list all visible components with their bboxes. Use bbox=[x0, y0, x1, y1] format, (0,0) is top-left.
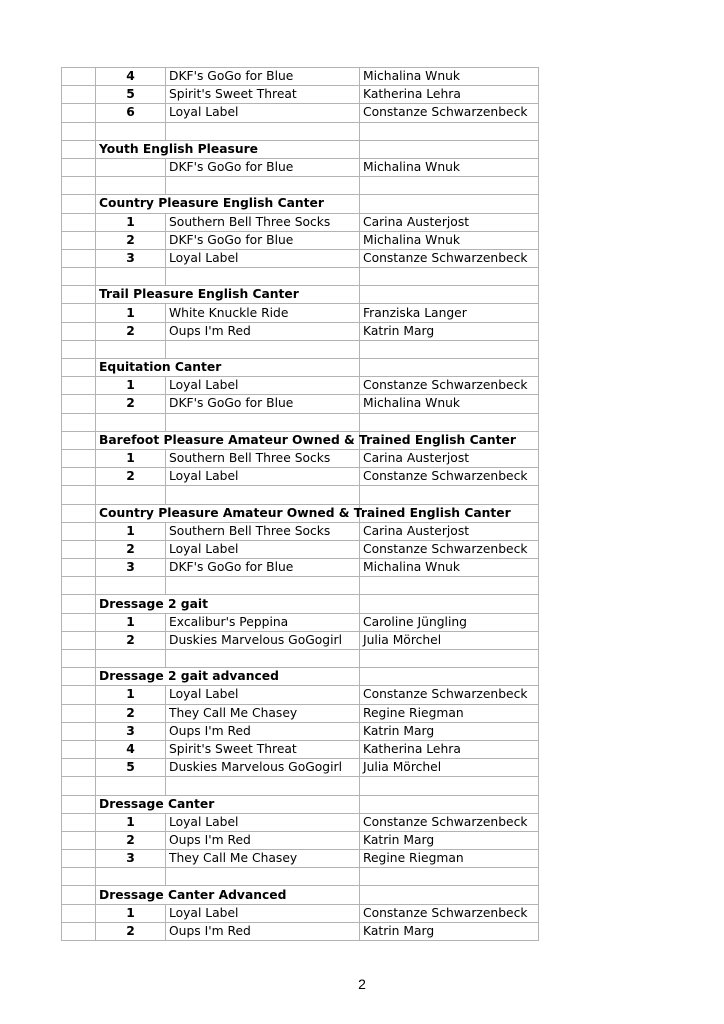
horse-name-cell: Oups I'm Red bbox=[166, 831, 360, 849]
horse-name-cell: DKF's GoGo for Blue bbox=[166, 231, 360, 249]
result-row bbox=[62, 613, 539, 631]
placing-cell: 6 bbox=[96, 104, 166, 122]
results-table bbox=[61, 67, 539, 941]
indent-cell bbox=[62, 813, 96, 831]
rider-name-cell: Julia Mörchel bbox=[360, 631, 539, 649]
indent-cell bbox=[62, 668, 96, 686]
rider-name-cell: Katrin Marg bbox=[360, 831, 539, 849]
empty-cell bbox=[96, 486, 166, 504]
indent-cell bbox=[62, 740, 96, 758]
horse-name-cell: Spirit's Sweet Threat bbox=[166, 740, 360, 758]
result-row bbox=[62, 213, 539, 231]
horse-name-cell: They Call Me Chasey bbox=[166, 704, 360, 722]
empty-cell bbox=[96, 413, 166, 431]
blank-row bbox=[62, 577, 539, 595]
class-header-row bbox=[62, 140, 539, 158]
empty-cell bbox=[96, 340, 166, 358]
class-title: Youth English Pleasure bbox=[96, 140, 360, 158]
rider-name-cell: Carina Austerjost bbox=[360, 449, 539, 467]
rider-name-cell: Constanze Schwarzenbeck bbox=[360, 468, 539, 486]
indent-cell bbox=[62, 377, 96, 395]
empty-cell bbox=[96, 777, 166, 795]
empty-cell bbox=[166, 340, 360, 358]
indent-cell bbox=[62, 340, 96, 358]
rider-name-cell: Katherina Lehra bbox=[360, 740, 539, 758]
empty-cell bbox=[360, 668, 539, 686]
indent-cell bbox=[62, 540, 96, 558]
empty-cell bbox=[360, 413, 539, 431]
indent-cell bbox=[62, 722, 96, 740]
indent-cell bbox=[62, 868, 96, 886]
result-row bbox=[62, 522, 539, 540]
horse-name-cell: DKF's GoGo for Blue bbox=[166, 395, 360, 413]
result-row bbox=[62, 850, 539, 868]
blank-row bbox=[62, 486, 539, 504]
result-row bbox=[62, 540, 539, 558]
horse-name-cell: Excalibur's Peppina bbox=[166, 613, 360, 631]
horse-name-cell: DKF's GoGo for Blue bbox=[166, 158, 360, 176]
rider-name-cell: Constanze Schwarzenbeck bbox=[360, 813, 539, 831]
rider-name-cell: Julia Mörchel bbox=[360, 759, 539, 777]
class-header-row bbox=[62, 504, 539, 522]
indent-cell bbox=[62, 104, 96, 122]
result-row bbox=[62, 304, 539, 322]
indent-cell bbox=[62, 759, 96, 777]
rider-name-cell: Constanze Schwarzenbeck bbox=[360, 249, 539, 267]
class-header-row bbox=[62, 886, 539, 904]
horse-name-cell: Loyal Label bbox=[166, 249, 360, 267]
empty-cell bbox=[166, 777, 360, 795]
indent-cell bbox=[62, 140, 96, 158]
placing-cell: 3 bbox=[96, 722, 166, 740]
rider-name-cell: Constanze Schwarzenbeck bbox=[360, 540, 539, 558]
result-row bbox=[62, 449, 539, 467]
result-row bbox=[62, 86, 539, 104]
indent-cell bbox=[62, 359, 96, 377]
indent-cell bbox=[62, 395, 96, 413]
class-title: Equitation Canter bbox=[96, 359, 360, 377]
class-header-row bbox=[62, 286, 539, 304]
horse-name-cell: White Knuckle Ride bbox=[166, 304, 360, 322]
indent-cell bbox=[62, 886, 96, 904]
placing-cell bbox=[96, 158, 166, 176]
indent-cell bbox=[62, 777, 96, 795]
horse-name-cell: Oups I'm Red bbox=[166, 322, 360, 340]
indent-cell bbox=[62, 286, 96, 304]
indent-cell bbox=[62, 686, 96, 704]
horse-name-cell: Loyal Label bbox=[166, 377, 360, 395]
indent-cell bbox=[62, 231, 96, 249]
empty-cell bbox=[96, 268, 166, 286]
class-header-row bbox=[62, 795, 539, 813]
indent-cell bbox=[62, 577, 96, 595]
indent-cell bbox=[62, 831, 96, 849]
placing-cell: 2 bbox=[96, 922, 166, 940]
result-row bbox=[62, 813, 539, 831]
empty-cell bbox=[166, 177, 360, 195]
empty-cell bbox=[96, 577, 166, 595]
placing-cell: 1 bbox=[96, 813, 166, 831]
indent-cell bbox=[62, 195, 96, 213]
rider-name-cell: Regine Riegman bbox=[360, 850, 539, 868]
rider-name-cell: Katherina Lehra bbox=[360, 86, 539, 104]
indent-cell bbox=[62, 122, 96, 140]
result-row bbox=[62, 559, 539, 577]
rider-name-cell: Michalina Wnuk bbox=[360, 559, 539, 577]
empty-cell bbox=[166, 577, 360, 595]
class-title: Dressage Canter bbox=[96, 795, 360, 813]
placing-cell: 5 bbox=[96, 759, 166, 777]
result-row bbox=[62, 322, 539, 340]
indent-cell bbox=[62, 158, 96, 176]
blank-row bbox=[62, 650, 539, 668]
placing-cell: 2 bbox=[96, 468, 166, 486]
rider-name-cell: Michalina Wnuk bbox=[360, 231, 539, 249]
empty-cell bbox=[96, 650, 166, 668]
empty-cell bbox=[166, 650, 360, 668]
horse-name-cell: DKF's GoGo for Blue bbox=[166, 559, 360, 577]
result-row bbox=[62, 740, 539, 758]
empty-cell bbox=[360, 486, 539, 504]
rider-name-cell: Michalina Wnuk bbox=[360, 68, 539, 86]
class-title: Trail Pleasure English Canter bbox=[96, 286, 360, 304]
empty-cell bbox=[360, 340, 539, 358]
horse-name-cell: Loyal Label bbox=[166, 904, 360, 922]
result-row bbox=[62, 249, 539, 267]
result-row bbox=[62, 68, 539, 86]
class-title: Dressage 2 gait advanced bbox=[96, 668, 360, 686]
blank-row bbox=[62, 868, 539, 886]
class-title: Dressage Canter Advanced bbox=[96, 886, 360, 904]
indent-cell bbox=[62, 613, 96, 631]
empty-cell bbox=[96, 122, 166, 140]
result-row bbox=[62, 395, 539, 413]
indent-cell bbox=[62, 631, 96, 649]
class-title: Barefoot Pleasure Amateur Owned & Trained English Canter bbox=[96, 431, 360, 449]
indent-cell bbox=[62, 322, 96, 340]
empty-cell bbox=[360, 122, 539, 140]
placing-cell: 3 bbox=[96, 850, 166, 868]
rider-name-cell: Carina Austerjost bbox=[360, 522, 539, 540]
horse-name-cell: Oups I'm Red bbox=[166, 922, 360, 940]
empty-cell bbox=[360, 177, 539, 195]
empty-cell bbox=[166, 268, 360, 286]
horse-name-cell: They Call Me Chasey bbox=[166, 850, 360, 868]
result-row bbox=[62, 759, 539, 777]
indent-cell bbox=[62, 68, 96, 86]
placing-cell: 3 bbox=[96, 249, 166, 267]
indent-cell bbox=[62, 449, 96, 467]
blank-row bbox=[62, 777, 539, 795]
placing-cell: 1 bbox=[96, 522, 166, 540]
result-row bbox=[62, 631, 539, 649]
empty-cell bbox=[360, 777, 539, 795]
result-row bbox=[62, 704, 539, 722]
empty-cell bbox=[166, 122, 360, 140]
empty-cell bbox=[166, 486, 360, 504]
rider-name-cell: Michalina Wnuk bbox=[360, 158, 539, 176]
rider-name-cell: Katrin Marg bbox=[360, 322, 539, 340]
indent-cell bbox=[62, 486, 96, 504]
class-header-row bbox=[62, 595, 539, 613]
placing-cell: 1 bbox=[96, 686, 166, 704]
result-row bbox=[62, 468, 539, 486]
placing-cell: 1 bbox=[96, 904, 166, 922]
rider-name-cell: Carina Austerjost bbox=[360, 213, 539, 231]
placing-cell: 1 bbox=[96, 613, 166, 631]
result-row bbox=[62, 922, 539, 940]
rider-name-cell: Constanze Schwarzenbeck bbox=[360, 904, 539, 922]
indent-cell bbox=[62, 595, 96, 613]
horse-name-cell: Southern Bell Three Socks bbox=[166, 522, 360, 540]
rider-name-cell: Franziska Langer bbox=[360, 304, 539, 322]
empty-cell bbox=[96, 868, 166, 886]
empty-cell bbox=[360, 886, 539, 904]
horse-name-cell: Loyal Label bbox=[166, 686, 360, 704]
indent-cell bbox=[62, 559, 96, 577]
indent-cell bbox=[62, 468, 96, 486]
horse-name-cell: DKF's GoGo for Blue bbox=[166, 68, 360, 86]
empty-cell bbox=[360, 577, 539, 595]
placing-cell: 2 bbox=[96, 704, 166, 722]
empty-cell bbox=[360, 795, 539, 813]
horse-name-cell: Loyal Label bbox=[166, 540, 360, 558]
class-header-row bbox=[62, 359, 539, 377]
rider-name-cell: Regine Riegman bbox=[360, 704, 539, 722]
placing-cell: 4 bbox=[96, 740, 166, 758]
class-header-row bbox=[62, 431, 539, 449]
blank-row bbox=[62, 177, 539, 195]
result-row bbox=[62, 722, 539, 740]
empty-cell bbox=[360, 286, 539, 304]
indent-cell bbox=[62, 177, 96, 195]
rider-name-cell: Constanze Schwarzenbeck bbox=[360, 104, 539, 122]
result-row bbox=[62, 831, 539, 849]
empty-cell bbox=[166, 413, 360, 431]
indent-cell bbox=[62, 904, 96, 922]
empty-cell bbox=[96, 177, 166, 195]
result-row bbox=[62, 104, 539, 122]
blank-row bbox=[62, 122, 539, 140]
indent-cell bbox=[62, 213, 96, 231]
indent-cell bbox=[62, 704, 96, 722]
indent-cell bbox=[62, 413, 96, 431]
empty-cell bbox=[360, 140, 539, 158]
placing-cell: 1 bbox=[96, 213, 166, 231]
indent-cell bbox=[62, 86, 96, 104]
rider-name-cell: Michalina Wnuk bbox=[360, 395, 539, 413]
indent-cell bbox=[62, 431, 96, 449]
indent-cell bbox=[62, 795, 96, 813]
empty-cell bbox=[360, 195, 539, 213]
blank-row bbox=[62, 340, 539, 358]
horse-name-cell: Southern Bell Three Socks bbox=[166, 213, 360, 231]
placing-cell: 1 bbox=[96, 377, 166, 395]
placing-cell: 4 bbox=[96, 68, 166, 86]
empty-cell bbox=[360, 868, 539, 886]
placing-cell: 3 bbox=[96, 559, 166, 577]
results-table-body bbox=[62, 68, 539, 941]
horse-name-cell: Loyal Label bbox=[166, 104, 360, 122]
class-header-row bbox=[62, 195, 539, 213]
empty-cell bbox=[360, 268, 539, 286]
result-row bbox=[62, 904, 539, 922]
rider-name-cell: Katrin Marg bbox=[360, 722, 539, 740]
empty-cell bbox=[166, 868, 360, 886]
horse-name-cell: Loyal Label bbox=[166, 813, 360, 831]
rider-name-cell: Constanze Schwarzenbeck bbox=[360, 686, 539, 704]
empty-cell bbox=[360, 359, 539, 377]
placing-cell: 2 bbox=[96, 231, 166, 249]
class-title: Country Pleasure Amateur Owned & Trained English Canter bbox=[96, 504, 360, 522]
result-row bbox=[62, 377, 539, 395]
blank-row bbox=[62, 268, 539, 286]
placing-cell: 2 bbox=[96, 540, 166, 558]
rider-name-cell: Constanze Schwarzenbeck bbox=[360, 377, 539, 395]
placing-cell: 1 bbox=[96, 449, 166, 467]
indent-cell bbox=[62, 304, 96, 322]
page-number: 2 bbox=[358, 976, 366, 992]
empty-cell bbox=[360, 650, 539, 668]
indent-cell bbox=[62, 504, 96, 522]
placing-cell: 2 bbox=[96, 831, 166, 849]
result-row bbox=[62, 158, 539, 176]
class-title: Country Pleasure English Canter bbox=[96, 195, 360, 213]
class-header-row bbox=[62, 668, 539, 686]
blank-row bbox=[62, 413, 539, 431]
indent-cell bbox=[62, 850, 96, 868]
placing-cell: 1 bbox=[96, 304, 166, 322]
horse-name-cell: Oups I'm Red bbox=[166, 722, 360, 740]
indent-cell bbox=[62, 268, 96, 286]
class-title: Dressage 2 gait bbox=[96, 595, 360, 613]
placing-cell: 2 bbox=[96, 322, 166, 340]
horse-name-cell: Southern Bell Three Socks bbox=[166, 449, 360, 467]
horse-name-cell: Duskies Marvelous GoGogirl bbox=[166, 631, 360, 649]
horse-name-cell: Loyal Label bbox=[166, 468, 360, 486]
result-row bbox=[62, 686, 539, 704]
indent-cell bbox=[62, 249, 96, 267]
indent-cell bbox=[62, 922, 96, 940]
horse-name-cell: Spirit's Sweet Threat bbox=[166, 86, 360, 104]
placing-cell: 5 bbox=[96, 86, 166, 104]
placing-cell: 2 bbox=[96, 395, 166, 413]
horse-name-cell: Duskies Marvelous GoGogirl bbox=[166, 759, 360, 777]
indent-cell bbox=[62, 522, 96, 540]
empty-cell bbox=[360, 595, 539, 613]
indent-cell bbox=[62, 650, 96, 668]
rider-name-cell: Caroline Jüngling bbox=[360, 613, 539, 631]
rider-name-cell: Katrin Marg bbox=[360, 922, 539, 940]
result-row bbox=[62, 231, 539, 249]
placing-cell: 2 bbox=[96, 631, 166, 649]
